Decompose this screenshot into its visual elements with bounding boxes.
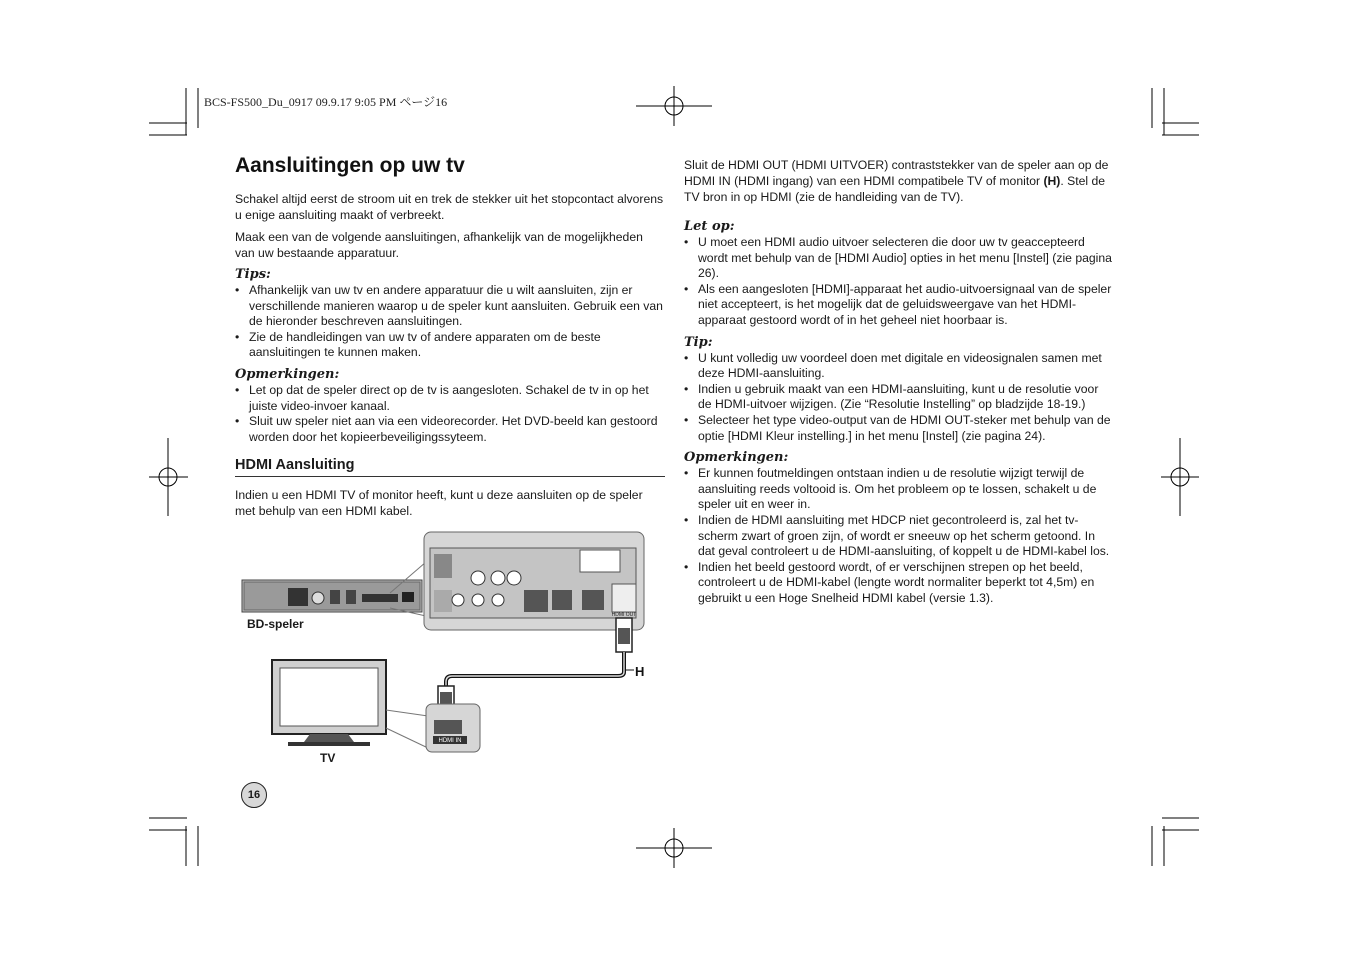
caution-heading: Let op: <box>684 219 735 234</box>
hdmi-intro-text: Sluit de HDMI OUT (HDMI UITVOER) contraststekker van de speler aan op de HDMI IN (HDMI ingang) van een HDMI compatibele TV of monitor <box>684 158 1109 188</box>
list-item: • Er kunnen foutmeldingen ontstaan indien u de resolutie wijzigt terwijl de aansluiting reeds voltooid is. Om het probleem op te lossen, schakelt u de speler uit en weer in. <box>684 466 1114 513</box>
list-item: • Selecteer het type video-output van de HDMI OUT-steker met behulp van de optie [HDMI Kleur instelling.] in het menu [Instel] (zie pagina 24). <box>684 413 1114 444</box>
list-item: • Afhankelijk van uw tv en andere apparatuur die u wilt aansluiten, zijn er verschillende manieren waarop u de speler kunt aansluiten. Gebruik een van de hieronder beschreven aansluitingen. <box>235 283 665 330</box>
list-item: • Indien u gebruik maakt van een HDMI-aansluiting, kunt u de resolutie voor de HDMI-uitvoer wijzigen. (Zie “Resolutie Instelling” op bladzijde 18-19.) <box>684 382 1114 413</box>
page-title: Aansluitingen op uw tv <box>235 154 465 177</box>
tv-illustration <box>272 660 386 746</box>
tips-heading: Tips: <box>235 267 271 282</box>
tip-list <box>684 351 1114 445</box>
hdmi-connection-diagram <box>230 528 660 773</box>
list-item: • Indien het beeld gestoord wordt, of er verschijnen strepen op het beeld, controleert u de HDMI-kabel (lengte wordt normaliter beperkt tot 4,5m) en gebruikt u een Hoge Snelheid HDMI kabel (versie 1.3). <box>684 560 1114 607</box>
right-notes-list <box>684 466 1114 606</box>
caution-list <box>684 235 1114 329</box>
list-item: • Indien de HDMI aansluiting met HDCP niet gecontroleerd is, zal het tv-scherm zwart of groen zijn, of wordt er sneeuw op het scherm getoond. In dat geval controleert u de HDMI-aansluiting, of koppelt u de HDMI-kabel los. <box>684 513 1114 560</box>
list-item: • U moet een HDMI audio uitvoer selecteren die door uw tv geaccepteerd wordt met behulp van de [HDMI Audio] opties in het menu [Instel] (zie pagina 26). <box>684 235 1114 282</box>
connector-h-label: H <box>635 664 645 679</box>
list-item: • Zie de handleidingen van uw tv of andere apparaten om de beste aansluitingen te kunnen maken. <box>235 330 665 361</box>
intro-paragraph-1: Schakel altijd eerst de stroom uit en trek de stekker uit het stopcontact alvorens u enige aansluiting maakt of verbreekt. <box>235 192 664 222</box>
right-column <box>684 157 1114 606</box>
list-item: • Sluit uw speler niet aan via een videorecorder. Het DVD-beeld kan gestoord worden door het kopieerbeveiligingssyteem. <box>235 414 665 445</box>
list-item: • Als een aangesloten [HDMI]-apparaat het audio-uitvoersignaal van de speler niet accepteert, is het mogelijk dat de geluidsweergave van het HDMI-apparaat gestoord wordt of in het geheel niet hoorbaar is. <box>684 282 1114 329</box>
hdmi-intro-paragraph <box>684 157 1114 205</box>
intro-paragraph-2: Maak een van de volgende aansluitingen, afhankelijk van de mogelijkheden van uw bestaande apparatuur. <box>235 230 643 260</box>
bd-player-illustration <box>242 580 422 612</box>
page-number: 16 <box>241 782 267 808</box>
left-column <box>235 191 665 525</box>
tip-heading: Tip: <box>684 334 713 350</box>
notes-list <box>235 383 665 445</box>
hdmi-section-text: Indien u een HDMI TV of monitor heeft, kunt u deze aansluiten op de speler met behulp van een HDMI kabel. <box>235 488 643 519</box>
hdmi-in-port-label: HDMI IN <box>438 738 462 744</box>
bd-player-label: BD-speler <box>247 617 304 631</box>
tv-label: TV <box>320 751 336 765</box>
list-item: • Let op dat de speler direct op de tv is aangesloten. Schakel de tv in op het juiste video-invoer kanaal. <box>235 383 665 414</box>
print-header: BCS-FS500_Du_0917 09.9.17 9:05 PM ページ16 <box>204 95 448 109</box>
section-heading-hdmi: HDMI Aansluiting <box>235 457 665 477</box>
hdmi-intro-bold: (H) <box>1043 174 1061 188</box>
hdmi-intro-text-end: . Stel de TV bron in op HDMI (zie de handleiding van de TV). <box>684 174 1106 204</box>
hdmi-out-port-label: HDMI OUT <box>611 612 637 618</box>
notes-heading: Opmerkingen: <box>235 366 340 382</box>
tips-list <box>235 283 665 361</box>
list-item: • U kunt volledig uw voordeel doen met digitale en videosignalen samen met deze HDMI-aansluiting. <box>684 351 1114 382</box>
right-notes-heading: Opmerkingen: <box>684 450 789 466</box>
